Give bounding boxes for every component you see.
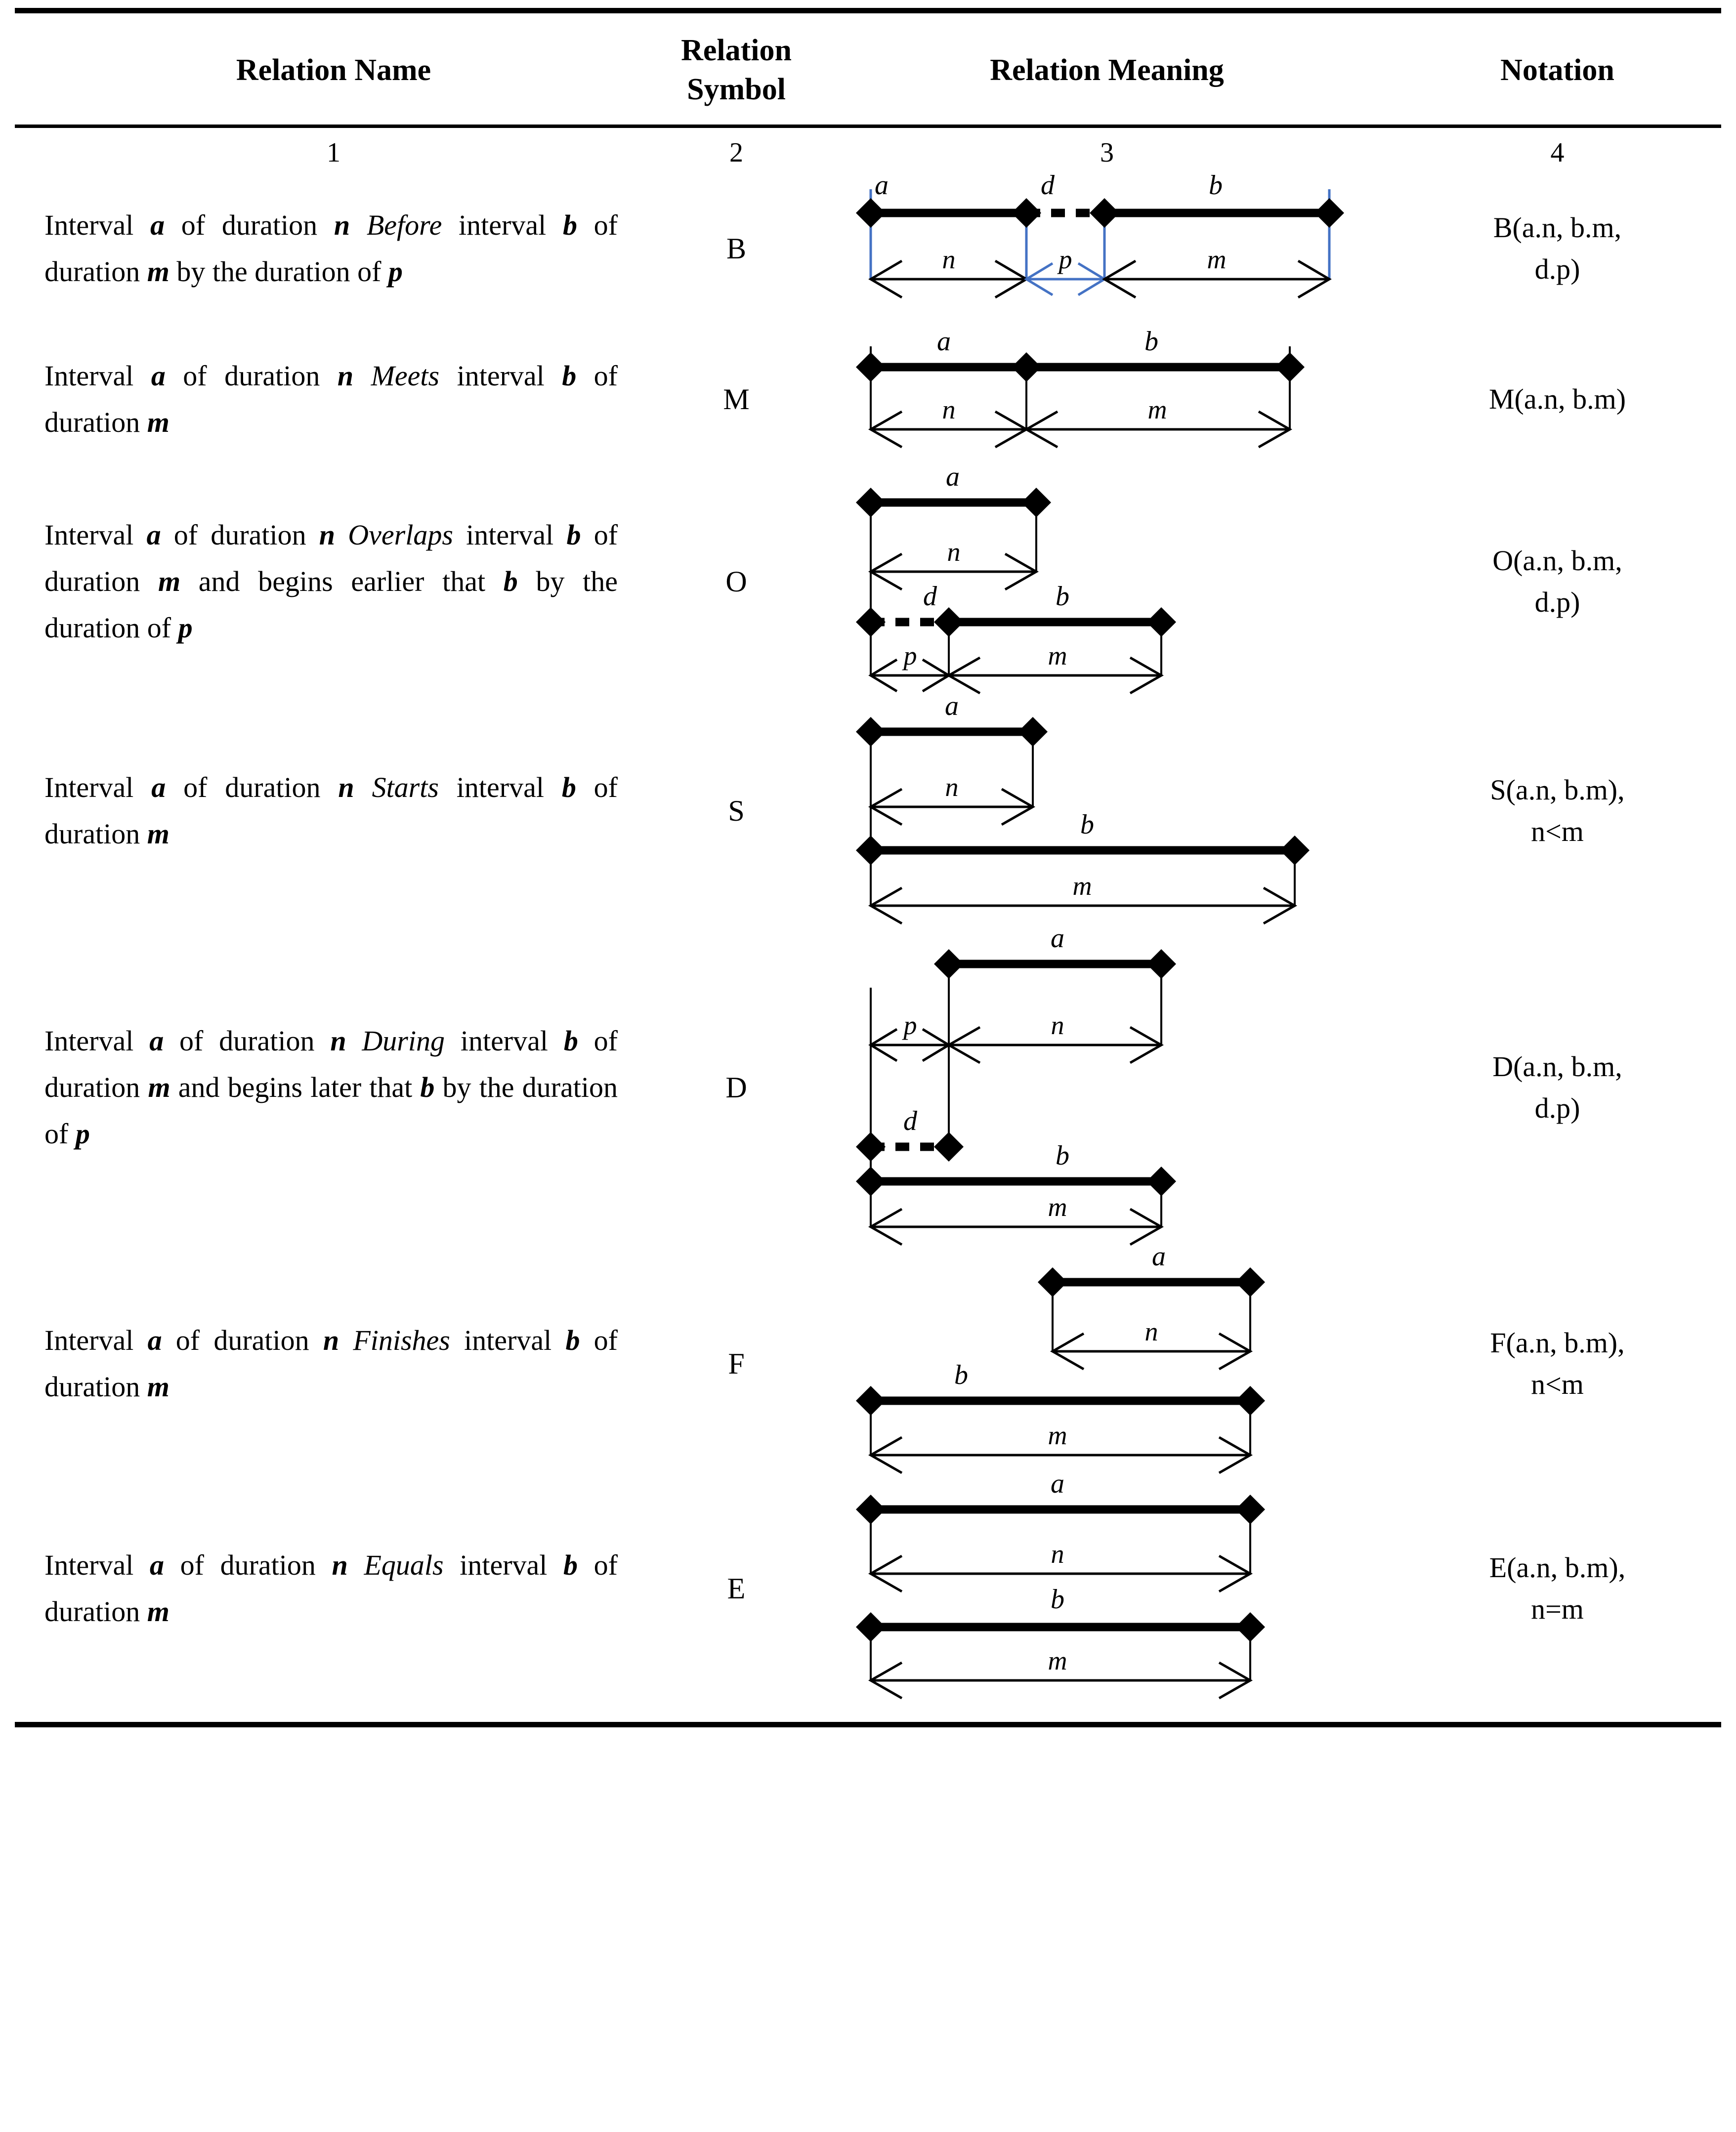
svg-text:n: n bbox=[942, 394, 956, 424]
relation-notation-before bbox=[1394, 207, 1721, 290]
notation-line: F(a.n, b.m), bbox=[1490, 1326, 1625, 1359]
relation-diagram-equals bbox=[820, 1468, 1394, 1692]
svg-text:m: m bbox=[1048, 640, 1067, 670]
svg-text:a: a bbox=[1051, 922, 1064, 954]
svg-text:m: m bbox=[1072, 871, 1092, 901]
notation-line: n<m bbox=[1531, 815, 1584, 847]
svg-text:p: p bbox=[1059, 244, 1072, 274]
header-relation-name: Relation Name bbox=[236, 53, 431, 87]
column-number-row bbox=[15, 128, 1721, 171]
notation-line: d.p) bbox=[1534, 1091, 1580, 1124]
relation-diagram-finishes bbox=[820, 1241, 1394, 1470]
table-header-rule bbox=[15, 125, 1721, 128]
column-number-2: 2 bbox=[729, 137, 743, 168]
relation-name-equals: Interval a of duration n Equals interval b of duration m bbox=[44, 1548, 618, 1628]
notation-line: D(a.n, b.m, bbox=[1492, 1050, 1622, 1083]
relation-symbol-equals: E bbox=[727, 1572, 746, 1605]
table-header-row bbox=[15, 13, 1721, 125]
notation-line: B(a.n, b.m, bbox=[1493, 211, 1622, 244]
header-relation-symbol-line2: Symbol bbox=[687, 73, 786, 107]
header-notation: Notation bbox=[1500, 53, 1614, 87]
relation-diagram-before bbox=[820, 169, 1394, 323]
relation-symbol-overlaps: O bbox=[725, 565, 747, 598]
svg-text:m: m bbox=[1048, 1192, 1067, 1222]
relation-notation-during bbox=[1394, 1046, 1721, 1129]
relation-symbol-starts: S bbox=[728, 794, 745, 827]
svg-text:d: d bbox=[1041, 169, 1055, 201]
column-number-1: 1 bbox=[327, 137, 340, 168]
svg-text:a: a bbox=[875, 169, 889, 201]
relation-symbol-meets: M bbox=[723, 382, 750, 416]
relation-symbol-during: D bbox=[725, 1071, 747, 1104]
notation-line: d.p) bbox=[1534, 585, 1580, 618]
header-relation-symbol-line1: Relation bbox=[681, 34, 792, 67]
svg-text:n: n bbox=[947, 537, 961, 567]
svg-text:d: d bbox=[903, 1105, 917, 1136]
relation-name-before: Interval a of duration n Before interval b of duration m by the duration of p bbox=[44, 209, 618, 288]
header-relation-meaning: Relation Meaning bbox=[990, 53, 1224, 87]
table-row-meets bbox=[15, 326, 1721, 461]
relation-notation-starts bbox=[1394, 769, 1721, 852]
relation-diagram-during bbox=[820, 922, 1394, 1241]
table-bottom-rule bbox=[15, 1722, 1721, 1727]
column-number-4: 4 bbox=[1550, 137, 1565, 168]
table-row-equals bbox=[15, 1468, 1721, 1692]
relation-notation-equals bbox=[1394, 1547, 1721, 1630]
svg-text:n: n bbox=[1144, 1316, 1158, 1346]
relation-notation-meets bbox=[1394, 378, 1721, 420]
svg-text:a: a bbox=[937, 326, 951, 357]
svg-text:b: b bbox=[1080, 809, 1094, 840]
svg-text:m: m bbox=[1147, 394, 1167, 424]
notation-line: n<m bbox=[1531, 1368, 1584, 1400]
notation-line: M(a.n, b.m) bbox=[1488, 382, 1626, 415]
svg-text:n: n bbox=[942, 244, 956, 274]
svg-text:p: p bbox=[903, 640, 917, 670]
relation-diagram-overlaps bbox=[820, 461, 1394, 690]
svg-text:b: b bbox=[1051, 1584, 1064, 1615]
table-row-before bbox=[15, 169, 1721, 323]
svg-text:a: a bbox=[945, 690, 959, 721]
notation-line: O(a.n, b.m, bbox=[1492, 544, 1622, 577]
relation-diagram-starts bbox=[820, 690, 1394, 920]
relation-name-during: Interval a of duration n During interval b of duration m and begins later that b by the duration of p bbox=[44, 1024, 618, 1150]
svg-text:n: n bbox=[945, 772, 959, 802]
svg-text:n: n bbox=[1051, 1010, 1064, 1040]
notation-line: E(a.n, b.m), bbox=[1489, 1551, 1626, 1584]
table-row-during bbox=[15, 922, 1721, 1241]
notation-line: d.p) bbox=[1534, 252, 1580, 285]
relation-notation-overlaps bbox=[1394, 540, 1721, 623]
relation-symbol-before: B bbox=[726, 232, 747, 265]
svg-text:b: b bbox=[1144, 326, 1158, 357]
table-sheet bbox=[0, 8, 1736, 2132]
svg-text:a: a bbox=[1051, 1468, 1064, 1499]
table-top-rule bbox=[15, 8, 1721, 13]
svg-text:a: a bbox=[946, 461, 960, 492]
table-row-overlaps bbox=[15, 461, 1721, 690]
notation-line: S(a.n, b.m), bbox=[1490, 773, 1625, 806]
table-row-finishes bbox=[15, 1241, 1721, 1470]
svg-text:b: b bbox=[1209, 169, 1223, 201]
svg-text:b: b bbox=[1056, 1140, 1069, 1171]
svg-text:b: b bbox=[954, 1359, 968, 1390]
relation-name-meets: Interval a of duration n Meets interval b of duration m bbox=[44, 359, 618, 438]
column-number-3: 3 bbox=[1100, 137, 1114, 168]
svg-text:m: m bbox=[1048, 1645, 1067, 1675]
svg-text:m: m bbox=[1207, 244, 1227, 274]
svg-text:m: m bbox=[1048, 1420, 1067, 1450]
relation-diagram-meets bbox=[820, 326, 1394, 461]
notation-line: n=m bbox=[1531, 1592, 1584, 1625]
table-row-starts bbox=[15, 690, 1721, 920]
relation-notation-finishes bbox=[1394, 1322, 1721, 1405]
svg-text:p: p bbox=[903, 1010, 917, 1040]
relation-name-overlaps: Interval a of duration n Overlaps interval b of duration m and begins earlier that b by the duration of p bbox=[44, 518, 618, 644]
svg-text:b: b bbox=[1056, 581, 1069, 612]
header-relation-symbol bbox=[652, 31, 820, 110]
relation-symbol-finishes: F bbox=[728, 1347, 745, 1380]
svg-text:n: n bbox=[1051, 1539, 1064, 1569]
svg-text:d: d bbox=[923, 581, 937, 612]
relation-name-starts: Interval a of duration n Starts interval b of duration m bbox=[44, 771, 618, 850]
svg-text:a: a bbox=[1152, 1241, 1166, 1272]
relation-name-finishes: Interval a of duration n Finishes interval b of duration m bbox=[44, 1324, 618, 1403]
